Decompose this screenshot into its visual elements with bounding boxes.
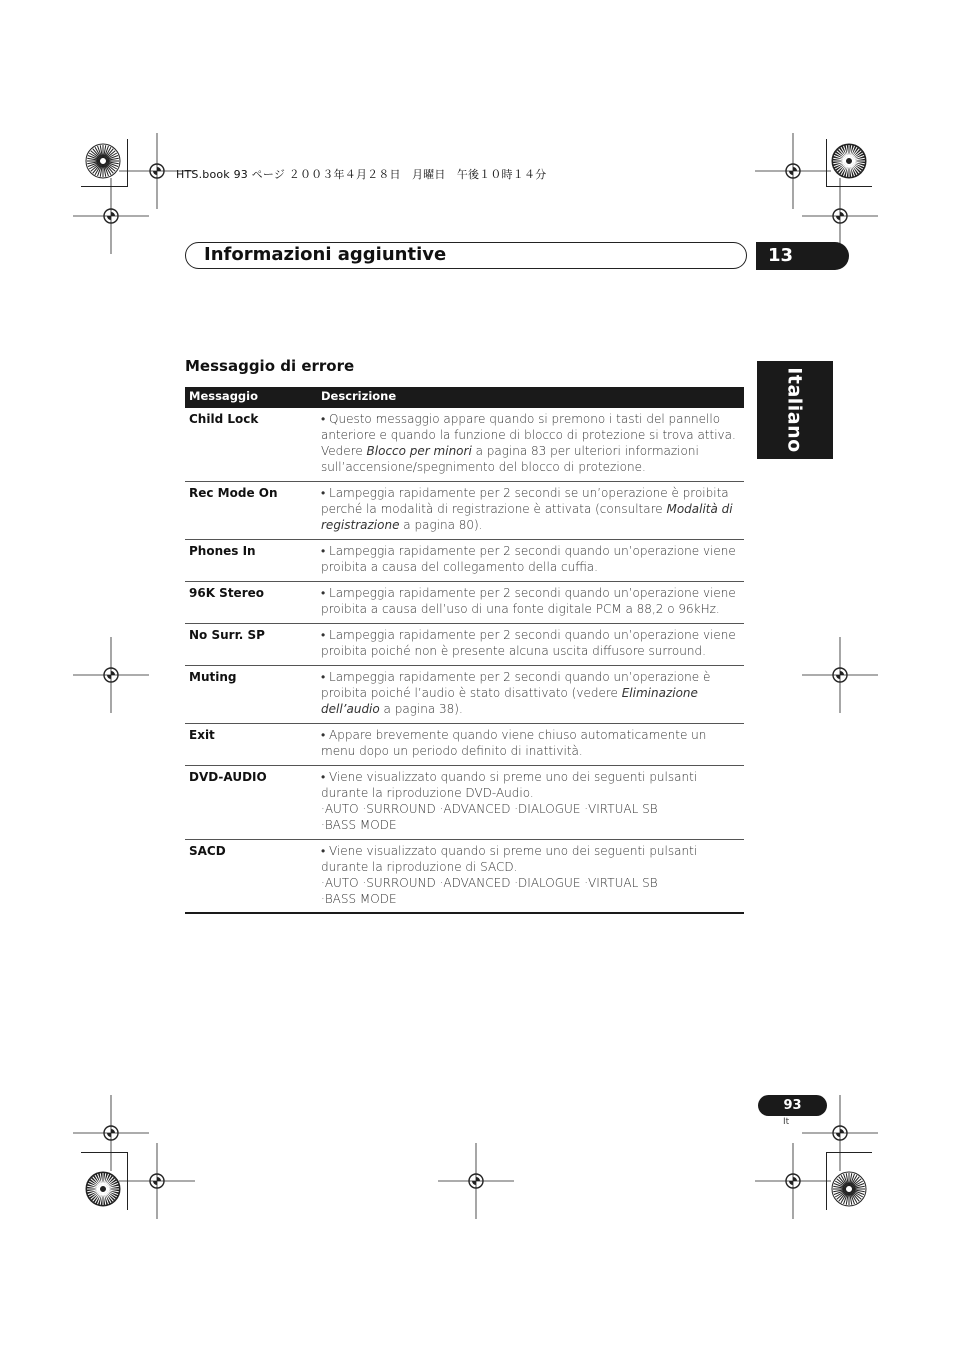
description-segment: • Viene visualizzato quando si preme uno dei seguenti pulsanti durante la riproduzione DVD-Audio. <box>321 770 698 800</box>
message-cell: Child Lock <box>189 412 259 426</box>
description-cell <box>321 669 744 723</box>
description-cell <box>321 843 744 912</box>
error-message-table <box>185 387 744 914</box>
message-cell: SACD <box>189 844 226 858</box>
message-cell: 96K Stereo <box>189 586 264 600</box>
crop-mark <box>81 186 127 187</box>
table-row <box>185 766 744 840</box>
crosshair-mark-icon <box>73 178 149 254</box>
chapter-number: 13 <box>756 242 849 270</box>
description-segment: • Lampeggia rapidamente per 2 secondi quando un’operazione viene proibita a causa dell’uso di una fonte digitale PCM a 88,2 o 96kHz. <box>321 586 736 616</box>
message-cell: DVD-AUDIO <box>189 770 267 784</box>
description-segment: • Lampeggia rapidamente per 2 secondi quando un’operazione viene proibita a causa del collegamento della cuffia. <box>321 544 736 574</box>
description-cell <box>321 543 744 581</box>
table-header <box>185 387 744 408</box>
description-text <box>321 727 740 759</box>
crosshair-mark-icon <box>73 637 149 713</box>
button-list-line: ·AUTO ·SURROUND ·ADVANCED ·DIALOGUE ·VIRTUAL SB <box>321 802 658 816</box>
message-cell: Phones In <box>189 544 256 558</box>
description-cell <box>321 411 744 481</box>
description-text <box>321 585 740 617</box>
table-row <box>185 582 744 624</box>
crosshair-mark-icon <box>438 1143 514 1219</box>
description-segment: • Lampeggia rapidamente per 2 secondi quando un’operazione viene proibita poiché non è presente alcuna uscita diffusore surround. <box>321 628 736 658</box>
language-tab <box>757 361 833 459</box>
description-segment: a pagina 80). <box>399 518 483 532</box>
description-cell <box>321 727 744 765</box>
starburst-mark-icon <box>831 1171 867 1207</box>
button-list-line: ·BASS MODE <box>321 892 397 906</box>
table-row <box>185 840 744 914</box>
table-body <box>185 408 744 914</box>
description-segment: • Appare brevemente quando viene chiuso automaticamente un menu dopo un periodo definito di inattività. <box>321 728 707 758</box>
description-segment: • Questo messaggio appare quando si premono i tasti del pannello anteriore e quando la funzione di blocco di protezione si trova attiva. Vedere <box>321 412 736 458</box>
cross-reference: Eliminazione dell’audio <box>321 686 698 716</box>
description-cell <box>321 769 744 839</box>
message-cell: No Surr. SP <box>189 628 265 642</box>
crop-mark <box>826 139 827 187</box>
table-row <box>185 666 744 724</box>
crosshair-mark-icon <box>119 1143 195 1219</box>
description-text <box>321 411 740 475</box>
description-text <box>321 843 740 875</box>
table-row <box>185 724 744 766</box>
table-row <box>185 540 744 582</box>
crop-mark <box>826 1152 872 1153</box>
description-text <box>321 627 740 659</box>
description-cell <box>321 485 744 539</box>
starburst-mark-icon <box>831 143 867 179</box>
crop-mark <box>826 1152 827 1210</box>
page-number: 93 <box>758 1095 827 1116</box>
language-tab-label: Italiano <box>784 367 806 453</box>
column-header-description: Descrizione <box>321 389 397 403</box>
table-row <box>185 482 744 540</box>
crosshair-mark-icon <box>802 637 878 713</box>
crosshair-mark-icon <box>755 1143 831 1219</box>
description-text <box>321 543 740 575</box>
crop-mark <box>127 1152 128 1210</box>
table-row <box>185 624 744 666</box>
message-cell: Exit <box>189 728 215 742</box>
chapter-title: Informazioni aggiuntive <box>204 244 447 265</box>
starburst-mark-icon <box>85 1171 121 1207</box>
crop-mark <box>81 1152 127 1153</box>
button-list-line: ·BASS MODE <box>321 818 397 832</box>
description-segment: • Lampeggia rapidamente per 2 secondi quando un’operazione è proibita poiché l’audio è stato disattivato (vedere <box>321 670 711 700</box>
description-text <box>321 669 740 717</box>
description-cell <box>321 585 744 623</box>
description-cell <box>321 627 744 665</box>
column-header-message: Messaggio <box>189 389 258 403</box>
description-segment: a pagina 38). <box>379 702 463 716</box>
cross-reference: Blocco per minori <box>366 444 472 458</box>
table-row <box>185 408 744 482</box>
description-text <box>321 769 740 801</box>
description-segment: a pagina 83 per ulteriori informazioni sull’accensione/spegnimento del blocco di protezione. <box>321 444 699 474</box>
page-language-code: It <box>783 1117 790 1127</box>
crop-mark <box>826 186 872 187</box>
message-cell: Rec Mode On <box>189 486 278 500</box>
print-header: HTS.book 93 ページ ２００３年４月２８日 月曜日 午後１０時１４分 <box>176 168 547 181</box>
crop-mark <box>127 139 128 187</box>
description-segment: • Viene visualizzato quando si preme uno dei seguenti pulsanti durante la riproduzione di SACD. <box>321 844 698 874</box>
starburst-mark-icon <box>85 143 121 179</box>
section-title: Messaggio di errore <box>185 357 355 375</box>
message-cell: Muting <box>189 670 237 684</box>
description-text <box>321 485 740 533</box>
description-segment: • Lampeggia rapidamente per 2 secondi se un’operazione è proibita perché la modalità di registrazione è attivata (consultare <box>321 486 729 516</box>
cross-reference: Modalità di registrazione <box>321 502 733 532</box>
button-list-line: ·AUTO ·SURROUND ·ADVANCED ·DIALOGUE ·VIRTUAL SB <box>321 876 658 890</box>
